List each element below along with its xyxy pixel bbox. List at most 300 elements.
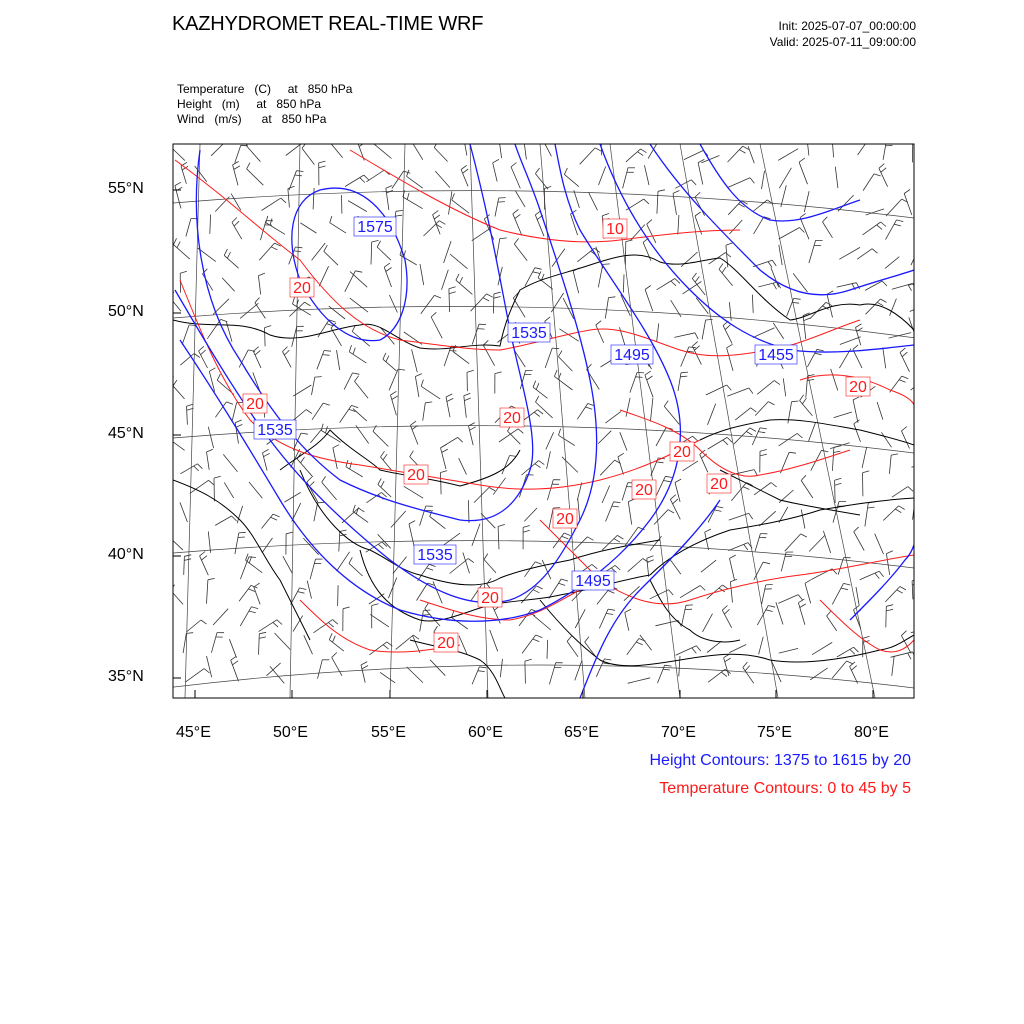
wind-barb	[499, 429, 518, 442]
wind-barb	[914, 490, 933, 497]
wind-barb	[811, 450, 822, 470]
wind-barb-flag	[746, 432, 752, 436]
wind-barb-flag	[834, 451, 841, 452]
wind-barb	[840, 337, 861, 345]
wind-barb	[312, 377, 315, 395]
wind-barb	[574, 537, 587, 551]
wind-barb	[449, 289, 450, 312]
wind-barb	[353, 512, 368, 523]
wind-barb-flag	[361, 662, 367, 665]
wind-barb-flag	[841, 588, 848, 590]
wind-barb	[680, 586, 700, 598]
wind-barb-flag	[545, 317, 550, 321]
wind-barb	[328, 139, 343, 157]
wind-barb-flag	[452, 193, 455, 200]
wind-barb	[453, 352, 469, 364]
wind-barb	[757, 381, 774, 395]
wind-barb-flag	[854, 527, 859, 532]
wind-barb-flag	[792, 401, 799, 402]
temperature-labels	[243, 219, 870, 607]
lat-label: 55°N	[108, 180, 144, 197]
wind-barb	[727, 348, 733, 371]
wind-barb-flag	[383, 645, 389, 649]
wind-barb	[823, 531, 830, 553]
wind-barb-flag	[886, 609, 893, 611]
wind-barb	[434, 148, 447, 162]
wind-barb-flag	[562, 536, 569, 539]
wind-barb-flag	[768, 606, 775, 608]
height-label	[572, 571, 614, 590]
wind-barb-flag	[434, 142, 438, 148]
wind-barb	[892, 656, 894, 676]
wind-barb	[915, 228, 935, 238]
wind-barb	[283, 556, 293, 573]
wind-barb-flag	[760, 428, 767, 429]
wind-barb	[886, 554, 889, 575]
wind-barb	[622, 483, 628, 501]
wind-barb	[535, 174, 548, 190]
wind-barb-flag	[891, 454, 898, 455]
wind-barb	[288, 189, 290, 208]
wind-barb-flag	[913, 137, 920, 139]
wind-barb-flag	[184, 555, 191, 557]
wind-barb-flag	[167, 288, 171, 294]
wind-barb	[771, 660, 781, 682]
wind-barb	[575, 609, 585, 628]
wind-barb	[916, 409, 936, 421]
wind-barb-flag	[378, 478, 381, 484]
wind-barb-flag	[700, 586, 705, 591]
wind-barb-flag	[882, 281, 887, 286]
wind-barb	[246, 560, 263, 573]
wind-barb-flag	[434, 295, 441, 298]
wind-barb-flag	[541, 132, 546, 137]
wind-barb-flag	[724, 609, 729, 614]
wind-barb-flag	[425, 402, 432, 403]
wind-barb-flag	[681, 372, 688, 373]
wind-barb-flag	[558, 351, 562, 357]
wind-barb	[452, 200, 469, 213]
wind-barb-flag	[319, 161, 326, 163]
wind-barb-flag	[760, 450, 767, 452]
wind-barb	[762, 585, 766, 604]
wind-barb-flag	[543, 136, 548, 141]
wind-barb	[463, 553, 470, 574]
wind-barb	[215, 516, 231, 525]
wind-barb	[302, 148, 314, 164]
wind-barb-flag	[415, 374, 421, 377]
wind-barb-flag	[644, 199, 649, 204]
temperature-label	[707, 474, 731, 493]
svg-text:1455: 1455	[758, 347, 794, 364]
wind-barb	[810, 302, 826, 318]
wind-barb	[180, 464, 197, 474]
wind-barb	[240, 607, 251, 626]
wind-barb-flag	[899, 380, 906, 383]
wind-barb-flag	[434, 215, 440, 219]
wind-barb	[297, 459, 313, 477]
wind-barb-flag	[353, 505, 355, 512]
wind-barb-flag	[495, 372, 502, 374]
wind-barb-flag	[463, 169, 469, 173]
wind-barb-flag	[238, 537, 245, 538]
wind-barb-flag	[386, 356, 389, 362]
wind-barb	[875, 534, 884, 554]
wind-barb-flag	[863, 471, 870, 473]
wind-barb-flag	[637, 372, 644, 373]
wind-barb	[449, 191, 452, 214]
wind-barb	[312, 243, 326, 260]
wind-barb-flag	[386, 268, 392, 272]
wind-barb-flag	[407, 193, 409, 200]
wind-barb	[832, 583, 843, 604]
wind-barb	[233, 165, 238, 186]
wind-barb	[350, 298, 368, 312]
wind-barb-flag	[489, 487, 495, 491]
wind-barb	[554, 376, 572, 390]
wind-barb-flag	[800, 395, 804, 401]
wind-barb	[211, 633, 217, 653]
wind-barb	[889, 455, 891, 474]
wind-barb	[338, 585, 339, 606]
wind-barb-flag	[912, 579, 919, 581]
wind-barb	[370, 614, 389, 627]
wind-barb	[779, 433, 798, 446]
wind-barb-flag	[535, 464, 541, 468]
wind-barb-flag	[284, 350, 289, 355]
wind-barb-flag	[538, 410, 544, 414]
wind-barb	[337, 552, 350, 571]
wind-barb-flag	[932, 462, 935, 468]
wind-barb	[300, 223, 316, 233]
wind-barb	[800, 218, 809, 240]
wind-barb	[723, 326, 732, 344]
wind-barb	[175, 186, 181, 209]
wind-barb	[832, 447, 834, 471]
wind-barb-flag	[264, 453, 270, 456]
wind-barb-flag	[392, 396, 398, 400]
wind-barb	[246, 146, 260, 162]
wind-barb-flag	[324, 245, 328, 251]
wind-barb-flag	[645, 286, 651, 290]
wind-barb-flag	[928, 573, 933, 578]
wind-barb	[708, 669, 725, 682]
wind-barb	[262, 538, 273, 553]
lon-label: 80°E	[854, 724, 889, 741]
wind-barb-flag	[467, 370, 474, 372]
wind-barb-flag	[722, 606, 727, 611]
wind-barb-flag	[330, 216, 332, 223]
wind-barb	[180, 354, 194, 366]
wind-barb	[559, 435, 575, 445]
wind-barb	[599, 166, 606, 185]
wind-barb	[538, 278, 553, 290]
wind-barb	[180, 502, 188, 522]
wind-barb-flag	[618, 453, 624, 457]
wind-barb-flag	[381, 451, 385, 457]
wind-barb	[549, 663, 555, 685]
wind-barb-flag	[197, 464, 202, 469]
wind-barb-flag	[587, 537, 593, 541]
wind-barb-flag	[853, 397, 859, 400]
wind-barb-flag	[249, 557, 256, 558]
wind-barb	[516, 191, 526, 207]
wind-barb-flag	[352, 405, 359, 407]
wind-barb-flag	[879, 164, 884, 169]
wind-barb	[356, 425, 369, 443]
wind-barb	[380, 672, 395, 682]
wind-barb-flag	[536, 396, 539, 402]
wind-barb	[644, 165, 649, 185]
wind-barb	[514, 244, 527, 261]
wind-barb	[729, 220, 742, 234]
wind-barb-flag	[309, 482, 314, 487]
wind-barb	[423, 403, 426, 421]
wind-barb-flag	[233, 161, 239, 165]
wind-barb-flag	[745, 666, 750, 671]
wind-barb-flag	[815, 353, 822, 355]
wind-barb-flag	[235, 420, 241, 423]
wind-barb-flag	[372, 240, 379, 242]
height-label	[611, 345, 653, 364]
wind-barb	[835, 480, 836, 503]
wind-barb	[753, 328, 775, 338]
wind-barb-flag	[706, 319, 713, 320]
wind-barb-flag	[800, 604, 806, 608]
wind-barb	[708, 404, 716, 425]
wind-barb-flag	[801, 475, 806, 480]
wind-barb	[459, 636, 467, 654]
wind-barb-flag	[693, 436, 698, 441]
wind-barb	[319, 266, 328, 286]
temperature-label	[670, 442, 694, 461]
wind-barb	[229, 639, 236, 658]
wind-barb-flag	[483, 298, 489, 301]
lon-label: 65°E	[564, 724, 599, 741]
wind-barb	[705, 532, 709, 550]
wind-barb	[433, 581, 442, 603]
wind-barb-flag	[902, 352, 907, 357]
wind-barb-flag	[750, 428, 756, 432]
wind-barb-flag	[768, 262, 772, 268]
wind-barb-flag	[217, 374, 220, 380]
wind-barb	[807, 135, 809, 156]
wind-barb-flag	[493, 159, 499, 162]
wind-barb-flag	[258, 273, 265, 276]
wind-barb-flag	[564, 168, 567, 174]
wind-barb	[620, 327, 626, 346]
wind-barb	[265, 328, 266, 347]
wind-barb-flag	[723, 440, 728, 445]
wind-barb-flag	[808, 375, 815, 376]
temperature-label	[632, 480, 656, 499]
wind-barb-flag	[608, 591, 614, 594]
wind-barb	[596, 325, 604, 343]
wind-barb-flag	[460, 277, 463, 283]
wind-barb	[655, 621, 678, 626]
wind-barb	[444, 241, 452, 263]
wind-barb-flag	[396, 210, 403, 211]
wind-barb	[837, 647, 854, 657]
wind-barb	[370, 642, 387, 655]
wind-barb-flag	[908, 487, 913, 492]
wind-barb-flag	[464, 398, 471, 401]
wind-barb-flag	[760, 454, 767, 456]
wind-barb	[755, 534, 760, 552]
wind-barb-flag	[692, 342, 697, 347]
wind-barb	[656, 476, 665, 495]
wind-barb	[900, 352, 909, 371]
wind-barb-flag	[281, 198, 286, 203]
wind-barb-flag	[874, 174, 881, 176]
wind-barb-flag	[536, 635, 543, 638]
wind-barb	[589, 192, 598, 210]
wind-barb-flag	[470, 427, 476, 430]
wind-barb	[692, 346, 701, 364]
wind-barb	[910, 304, 927, 312]
wind-barb-flag	[928, 492, 932, 498]
wind-barb-flag	[535, 168, 539, 174]
wind-barb-flag	[200, 552, 206, 556]
wind-barb	[389, 295, 397, 313]
wind-barb-flag	[270, 219, 272, 226]
wind-barb-flag	[349, 557, 352, 563]
wind-barb-flag	[249, 611, 256, 613]
wind-barb-flag	[603, 264, 610, 265]
wind-barb	[618, 457, 624, 475]
wind-barb-flag	[872, 249, 877, 254]
wind-barb-flag	[725, 658, 731, 662]
wind-barb	[366, 170, 384, 182]
wind-barb	[809, 240, 816, 263]
wind-barb	[472, 324, 479, 344]
wind-barb-flag	[386, 186, 392, 189]
wind-barb	[809, 536, 825, 552]
wind-barb-flag	[868, 140, 875, 142]
wind-barb	[459, 458, 467, 474]
wind-barb-flag	[771, 483, 777, 487]
wind-barb-flag	[391, 391, 397, 395]
wind-barb-flag	[881, 222, 886, 227]
wind-barb-flag	[378, 544, 383, 549]
wind-barb	[626, 149, 641, 162]
wind-barb	[232, 403, 236, 421]
wind-barb-flag	[894, 224, 901, 226]
wind-barb-flag	[850, 649, 855, 654]
wind-barb-flag	[323, 355, 330, 356]
wind-barb-flag	[271, 247, 277, 250]
wind-barb	[580, 148, 595, 164]
wind-barb-flag	[251, 607, 258, 609]
wind-barb	[703, 614, 713, 632]
wind-barb	[366, 492, 381, 502]
wind-barb	[456, 280, 473, 294]
wind-barb-flag	[743, 487, 749, 490]
temperature-label	[404, 465, 428, 484]
wind-barb	[420, 506, 426, 526]
wind-barb-flag	[680, 376, 687, 377]
wind-barb-flag	[364, 175, 369, 180]
wind-barb	[681, 347, 689, 367]
wind-barb-flag	[427, 568, 434, 570]
wind-barb	[623, 168, 628, 189]
wind-barb-flag	[246, 140, 250, 146]
wind-barb-flag	[359, 508, 365, 512]
wind-barb	[684, 150, 704, 159]
wind-barb	[255, 303, 266, 319]
wind-barb	[373, 431, 388, 446]
wind-barb	[839, 247, 860, 259]
wind-barb-flag	[663, 669, 670, 670]
wind-barb-flag	[768, 402, 774, 405]
wind-barb-flag	[875, 573, 879, 579]
wind-barb	[776, 602, 783, 624]
height-label	[254, 420, 296, 439]
wind-barb-flag	[231, 656, 237, 660]
wind-barb-flag	[695, 192, 700, 197]
wind-barb	[396, 635, 414, 649]
wind-barb	[213, 609, 228, 625]
wind-barb-flag	[458, 437, 463, 442]
wind-barb-flag	[743, 662, 748, 667]
wind-barb-flag	[186, 633, 193, 634]
wind-barb	[650, 398, 653, 422]
wind-barb-flag	[518, 429, 523, 434]
wind-barb-flag	[446, 394, 452, 397]
wind-barb	[490, 630, 498, 651]
wind-barb	[266, 223, 285, 235]
wind-barb	[856, 587, 859, 606]
wind-barb	[803, 316, 806, 339]
wind-barb-flag	[617, 535, 623, 539]
wind-barb-flag	[827, 611, 832, 616]
wind-barb-flag	[927, 279, 931, 285]
wind-barb-flag	[410, 451, 414, 457]
temperature-label	[846, 377, 870, 396]
wind-barb	[599, 609, 608, 628]
wind-barb	[239, 585, 251, 601]
wind-barb	[773, 323, 784, 339]
wind-barb	[318, 320, 329, 337]
wind-barb	[339, 532, 340, 552]
wind-barb	[345, 271, 356, 292]
wind-barb-flag	[673, 499, 678, 504]
wind-barb-flag	[421, 380, 423, 387]
wind-barb	[834, 412, 852, 418]
wind-barb	[329, 640, 344, 651]
wind-barb	[620, 432, 627, 450]
wind-barb-flag	[763, 562, 770, 564]
svg-text:20: 20	[849, 379, 867, 396]
wind-barb	[779, 228, 800, 240]
wind-barb	[314, 503, 318, 522]
wind-barb	[284, 492, 300, 502]
wind-barb-flag	[691, 180, 696, 185]
wind-barb-flag	[669, 590, 674, 595]
wind-barb-flag	[356, 507, 359, 514]
wind-barb-flag	[214, 476, 221, 478]
wind-barb-flag	[439, 221, 445, 225]
wind-barb-flag	[301, 457, 305, 463]
wind-barb-flag	[382, 542, 387, 547]
svg-text:20: 20	[246, 396, 264, 413]
wind-barb-flag	[805, 580, 811, 584]
valid-time: Valid: 2025-07-11_09:00:00	[769, 35, 916, 49]
wind-barb	[799, 162, 807, 184]
wind-barb-flag	[725, 325, 730, 330]
wind-barb	[404, 486, 423, 498]
wind-barb-flag	[897, 220, 904, 222]
